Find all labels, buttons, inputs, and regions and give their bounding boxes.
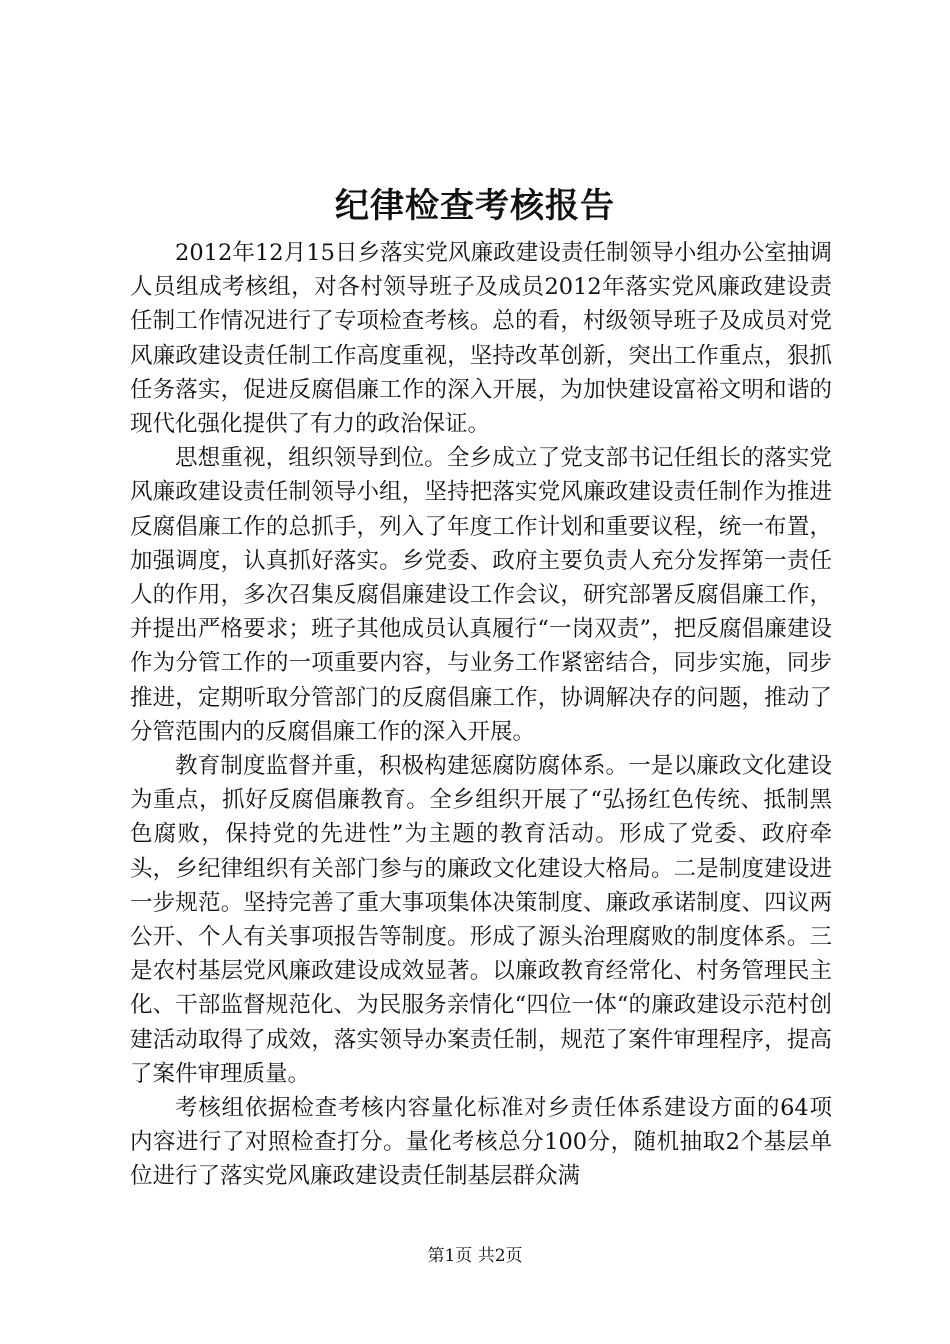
- page-number-footer: 第1页 共2页: [427, 1246, 523, 1266]
- paragraph-leadership: 思想重视，组织领导到位。全乡成立了党支部书记任组长的落实党风廉政建设责任制领导小组，坚持把落实党风廉政建设责任制作为推进反腐倡廉工作的总抓手，列入了年度工作计划和重要议程，统一布置，加强调度，认真抓好落实。乡党委、政府主要负责人充分发挥第一责任人的作用，多次召集反腐倡廉建设工作会议，研究部署反腐倡廉工作，并提出严格要求；班子其他成员认真履行“一岗双责”，把反腐倡廉建设作为分管工作的一项重要内容，与业务工作紧密结合，同步实施，同步推进，定期听取分管部门的反腐倡廉工作，协调解决存的问题，推动了分管范围内的反腐倡廉工作的深入开展。: [130, 445, 832, 745]
- paragraph-education-system: 教育制度监督并重，积极构建惩腐防腐体系。一是以廉政文化建设为重点，抓好反腐倡廉教育。全乡组织开展了“弘扬红色传统、抵制黑色腐败，保持党的先进性”为主题的教育活动。形成了党委、政府牵头，乡纪律组织有关部门参与的廉政文化建设大格局。二是制度建设进一步规范。坚持完善了重大事项集体决策制度、廉政承诺制度、四议两公开、个人有关事项报告等制度。形成了源头治理腐败的制度体系。三是农村基层党风廉政建设成效显著。以廉政教育经常化、村务管理民主化、干部监督规范化、为民服务亲情化“四位一体“的廉政建设示范村创建活动取得了成效，落实领导办案责任制，规范了案件审理程序，提高了案件审理质量。: [130, 753, 832, 1087]
- document-body: [130, 236, 832, 1194]
- paragraph-intro: 2012年12月15日乡落实党风廉政建设责任制领导小组办公室抽调人员组成考核组，对各村领导班子及成员2012年落实党风廉政建设责任制工作情况进行了专项检查考核。总的看，村级领导班子及成员对党风廉政建设责任制工作高度重视，坚持改革创新，突出工作重点，狠抓任务落实，促进反腐倡廉工作的深入开展，为加快建设富裕文明和谐的现代化强化提供了有力的政治保证。: [130, 240, 832, 438]
- paragraph-assessment: 考核组依据检查考核内容量化标准对乡责任体系建设方面的64项内容进行了对照检查打分。量化考核总分100分，随机抽取2个基层单位进行了落实党风廉政建设责任制基层群众满: [130, 1095, 832, 1190]
- document-title: 纪律检查考核报告: [335, 186, 615, 226]
